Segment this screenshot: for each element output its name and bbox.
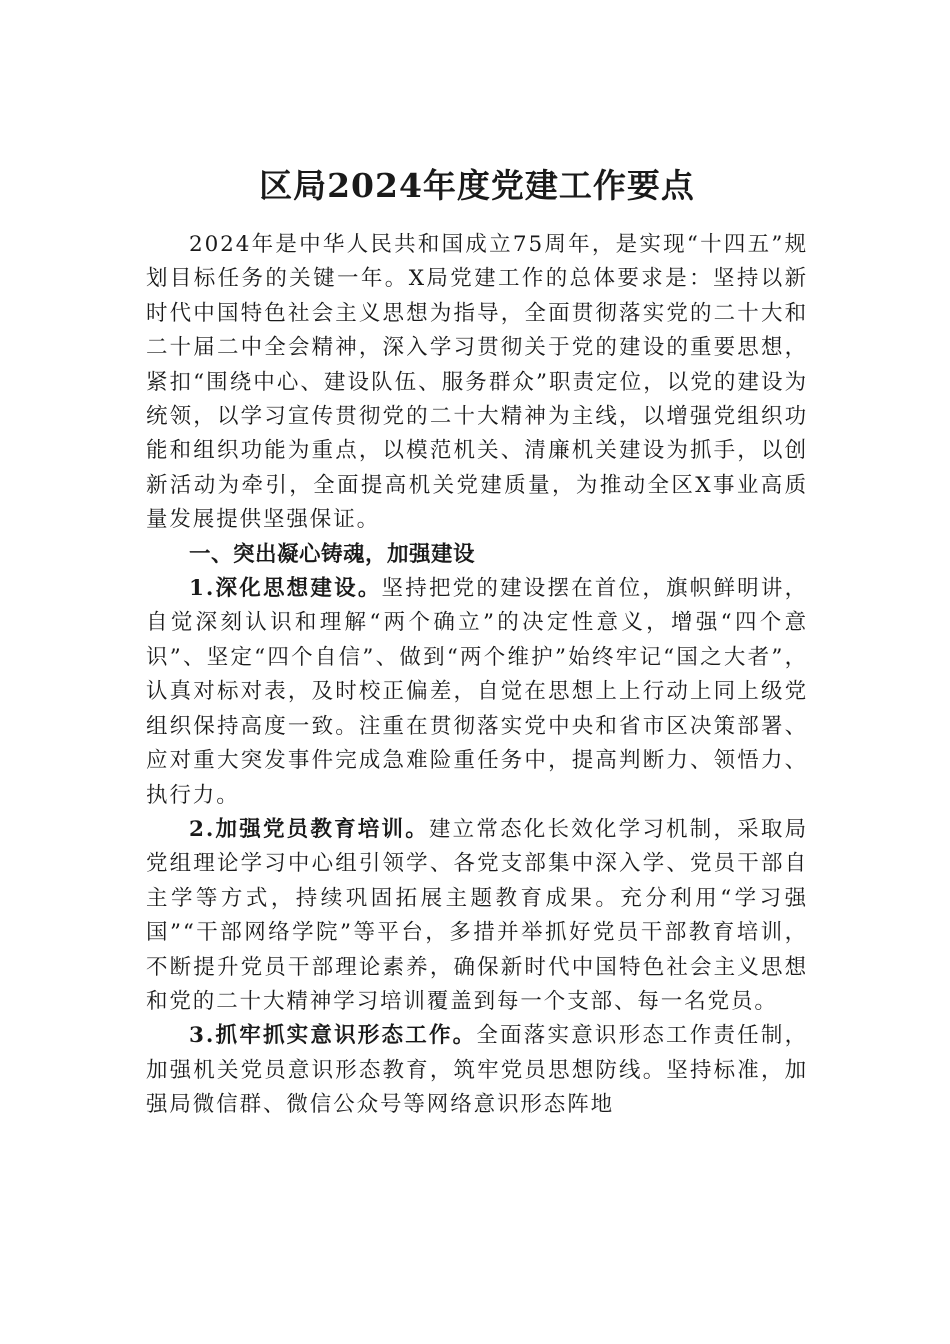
document-title: 区局2024年度党建工作要点 [259,166,695,205]
item-text-3: 全面落实意识形态工作责任制，加强机关党员意识形态教育，筑牢党员思想防线。坚持标准，加强局微信群、微信公众号等网络意识形态阵地 [146,1023,808,1118]
intro-paragraph: 2024年是中华人民共和国成立75周年，是实现“十四五”规划目标任务的关键一年。X局党建工作的总体要求是：坚持以新时代中国特色社会主义思想为指导，全面贯彻落实党的二十大和二十届二中全会精神，深入学习贯彻关于党的建设的重要思想，紧扣“围绕中心、建设队伍、服务群众”职责定位，以党的建设为统领，以学习宣传贯彻党的二十大精神为主线，以增强党组织功能和组织功能为重点，以模范机关、清廉机关建设为抓手，以创新活动为牵引，全面提高机关党建质量，为推动全区X事业高质量发展提供坚强保证。 [146,232,808,533]
item-title-3: 3.抓牢抓实意识形态工作。 [189,1023,477,1049]
item-paragraph-2 [146,813,808,1019]
item-title-1: 1.深化思想建设。 [189,576,382,602]
item-paragraph-3 [146,1019,808,1122]
document-body [146,228,808,1123]
item-text-1: 坚持把党的建设摆在首位，旗帜鲜明讲，自觉深刻认识和理解“两个确立”的决定性意义，增强“四个意识”、坚定“四个自信”、做到“两个维护”始终牢记“国之大者”，认真对标对表，及时校正偏差，自觉在思想上上行动上同上级党组织保持高度一致。注重在贯彻落实党中央和省市区决策部署、应对重大突发事件完成急难险重任务中，提高判断力、领悟力、执行力。 [146,576,809,808]
item-paragraph-1 [146,572,808,813]
section-heading-1: 一、突出凝心铸魂，加强建设 [189,541,476,567]
item-title-2: 2.加强党员教育培训。 [189,816,429,842]
item-text-2: 建立常态化长效化学习机制，采取局党组理论学习中心组引领学、各党支部集中深入学、党员干部自主学等方式，持续巩固拓展主题教育成果。充分利用“学习强国”“干部网络学院”等平台，多措并举抓好党员干部教育培训，不断提升党员干部理论素养，确保新时代中国特色社会主义思想和党的二十大精神学习培训覆盖到每一个支部、每一名党员。 [146,816,808,1014]
